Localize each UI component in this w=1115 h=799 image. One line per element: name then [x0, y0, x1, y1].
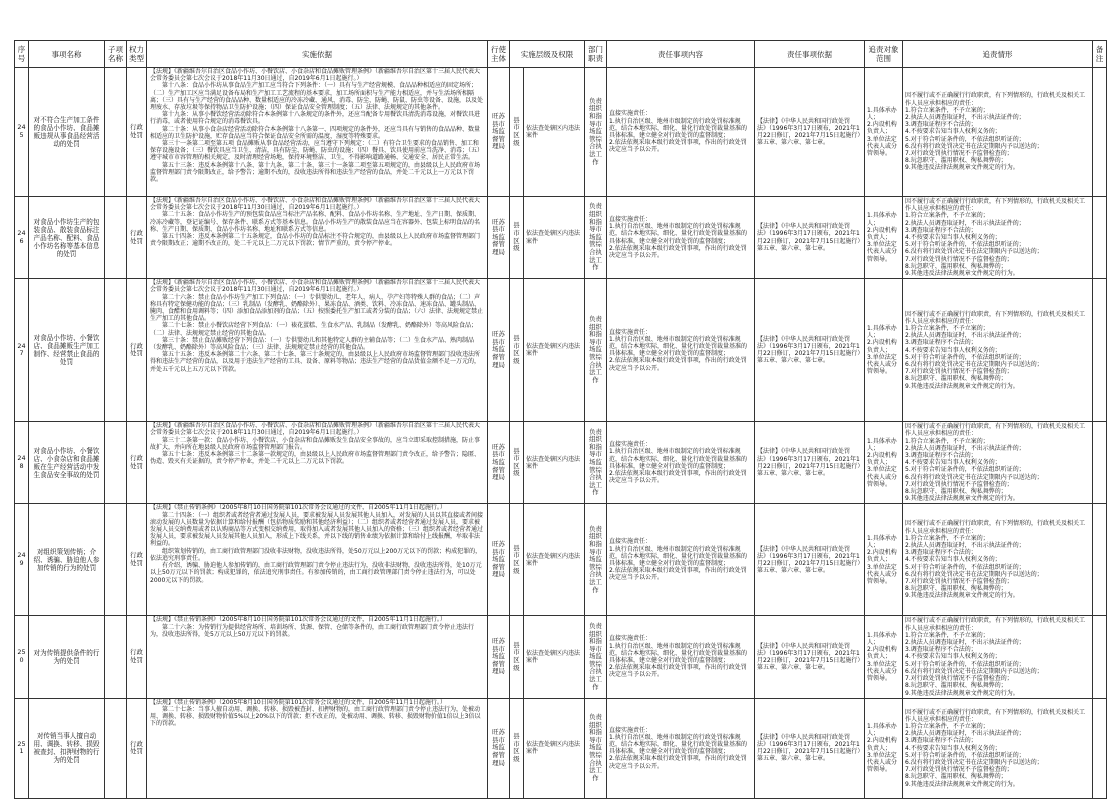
basis-paragraph: 【法规】《禁止传销条例》（2005年8月10日国务院第101次常务会议通过的文件，自2005年11月1日起施行。） — [150, 504, 446, 512]
row-cases-line: 5.对于符合听证条件的，不依法组织听证的； — [905, 135, 1025, 143]
document-page — [14, 40, 1106, 799]
basis-paragraph: 第十八条：食品小作坊从事食品生产加工应当符合下列条件：（一）具有与生产经营规模、食品品种相适应的固定场所；（二）生产加工区应当满足设备布局和生产加工工艺流程的基本要求，加工场所面积与生产能力相适应，并与生活场所相隔离；（三）具有与生产经营的食品品种、数量相适应的冷冻冷藏、通风、消毒、防尘、防蝇、防鼠、防虫等设备、设施，以及处理废水、存放垃圾等保持物品卫生防护设施；（四）保证食品安全管理制度；（五）法律、法规规定的其他条件。 — [150, 82, 484, 112]
row-cases-line: 9.其他违反法律法规规章文件规定的行为。 — [905, 780, 1019, 788]
row-cases-line: 8.玩忽职守、滥用职权、徇私舞弊的； — [905, 157, 1007, 165]
row-cases-line: 3.调查取证程序不合法的； — [905, 549, 977, 557]
row-cases-line: 1.符合立案条件，不予立案的； — [905, 437, 989, 445]
row-subject: 旺苏县市场监督管理局 — [488, 197, 510, 279]
row-item-name: 对食品小作坊、小餐饮店、食品摊贩生产加工制作、经营禁止食品的处罚 — [29, 279, 105, 422]
row-basis — [147, 616, 488, 698]
row-duty-content-line: 1.执行自治区级、地州市级制定的行政处罚标准规范，结合本地实际，细化、量化行政处罚裁量基准的具体标准，建立健全对行政处罚的监督制度； — [609, 223, 748, 245]
row-duty-basis: 【法律】《中华人民共和国行政处罚法》（1996年3月17日颁布，2021年1月22日修订，2021年7月15日起施行）第五章、第六章、第七章。 — [755, 68, 865, 197]
row-cases-line: 2.执法人员调查取证时，不出示执法证件的； — [905, 113, 1025, 121]
row-basis — [147, 197, 488, 279]
row-cases-line: 1.符合立案条件，不予立案的； — [905, 722, 989, 730]
basis-paragraph: 有介绍、诱骗、胁迫他人参加传销的，由工商行政管理部门责令停止违法行为，没收非法财物，没收违法所得，处10万元以上50万元以下的罚款；构成犯罪的，依法追究刑事责任。有参加传销的，由工商行政管理部门责令停止违法行为，可以处2000元以下的罚款。 — [150, 562, 482, 584]
row-scope — [865, 616, 903, 698]
row-duty-content-line: 2.依法依规采取本级行政处罚事项，作出的行政处罚决定应当予以公开。 — [609, 357, 747, 372]
basis-paragraph: 第二十五条：食品小作坊生产的预包装食品应当标注产品名称、配料、食品小作坊名称、生产地址、生产日期、保质期、冷冻冷藏等，登记证编号、保存条件、联系方式等基本信息。食品小作坊生产的散装食品应当在容器外、包装上标明食品的名称、生产日期、保质期、食品小作坊名称、地址和联系方式等信息。 — [150, 211, 481, 233]
row-item-name: 对传销当事人擅自动用、调换、转移、损毁被查封、扣押财物的行为的处罚 — [29, 698, 105, 798]
basis-paragraph: 【法规】《禁止传销条例》（2005年8月10日国务院第101次常务会议通过的文件，自2005年11月1日起施行。） — [150, 698, 446, 706]
row-cases-line: 8.玩忽职守、滥用职权、徇私舞弊的； — [905, 262, 1007, 270]
row-duty-content-line: 直接实施责任： — [609, 635, 652, 643]
row-cases-line: 8.玩忽职守、滥用职权、徇私舞弊的； — [905, 375, 1007, 383]
row-duty-content — [607, 504, 755, 616]
row-subject: 旺苏县市场监督管理局 — [488, 279, 510, 422]
row-cases-line: 2.执法人员调查取证时，不出示执法证件的； — [905, 219, 1025, 227]
row-note — [1093, 504, 1107, 616]
row-subject: 旺苏县市场监督管理局 — [488, 698, 510, 798]
row-scope-line: 3.单位法定代表人或分管领导。 — [867, 466, 898, 488]
row-cases-line: 9.其他违反法律法规规章文件规定的行为。 — [905, 164, 1019, 172]
header-dept: 部门职责 — [585, 41, 607, 68]
row-cases-line: 2.执法人员调查取证时，不出示执法证件的； — [905, 541, 1025, 549]
row-cases-line: 6.没有将行政处罚决定书在法定期限内予以送达的； — [905, 759, 1043, 766]
row-scope-line: 2.内设机构负责人； — [867, 737, 897, 752]
basis-paragraph: 【法规】《禁止传销条例》（2005年8月10日国务院第101次常务会议通过的文件，自2005年11月1日起施行。） — [150, 616, 446, 624]
row-item-name: 对不符合生产加工条件的食品小作坊、食品摊贩违规从事食品经营活动的处罚 — [29, 68, 105, 197]
row-power-type: 行政处罚 — [127, 616, 147, 698]
row-cases-line: 3.调查取证程序不合法的； — [905, 646, 977, 654]
row-level-v: 县市区级 — [510, 197, 524, 279]
row-seq: 251 — [15, 698, 29, 798]
row-duty-content-line: 1.执行自治区级、地州市级制定的行政处罚标准规范，结合本地实际，细化、量化行政处罚裁量基准的具体标准，建立健全对行政处罚的监督制度； — [609, 733, 748, 756]
row-duty-basis: 【法律】《中华人民共和国行政处罚法》（1996年3月17日颁布，2021年1月22日修订，2021年7月15日起施行）第五章、第六章、第七章。 — [755, 422, 865, 504]
row-cases-line: 9.其他违反法律法规规章文件规定的行为。 — [905, 270, 1019, 278]
row-duty-content — [607, 68, 755, 197]
row-sub-item — [105, 422, 127, 504]
row-cases-line: 6.没有将行政处罚决定书在法定期限内予以送达的； — [905, 361, 1043, 369]
header-sub: 子项名称 — [105, 41, 127, 68]
row-cases-line: 7.对行政处罚执行情况不予监督检查的； — [905, 766, 1013, 774]
row-cases-line: 7.对行政处罚执行情况不予监督检查的； — [905, 368, 1013, 376]
row-item-name: 对组织策划传销；介绍、诱骗、胁迫他人参加传销的行为的处罚 — [29, 504, 105, 616]
row-cases-line: 3.调查取证程序不合法的； — [905, 121, 977, 129]
row-duty-content-line: 1.执行自治区级、地州市级制定的行政处罚标准规范，结合本地实际，细化、量化行政处罚裁量基准的具体标准，建立健全对行政处罚的监督制度； — [609, 545, 748, 567]
row-duty-content-line: 直接实施责任： — [609, 538, 652, 546]
row-duty-content-line: 2.依法依规采取本级行政处罚事项，作出的行政处罚决定应当予以公开。 — [609, 755, 747, 770]
row-duty-basis: 【法律】《中华人民共和国行政处罚法》（1996年3月17日颁布，2021年1月22日修订，2021年7月15日起施行）第五章、第六章、第七章。 — [755, 279, 865, 422]
row-basis — [147, 422, 488, 504]
row-scope-line: 2.内设机构负责人； — [867, 226, 897, 242]
row-scope-line: 3.单位法定代表人或分管领导。 — [867, 660, 898, 683]
row-scope-line: 1.具体承办人； — [867, 631, 897, 647]
row-cases-line: 7.对行政处罚执行情况不予监督检查的； — [905, 577, 1013, 585]
row-level-v: 县市区级 — [510, 279, 524, 422]
row-cases-line: 4.不按要求告知当事人权利义务的； — [905, 128, 1001, 136]
row-item-name: 对为传销提供条件的行为的处罚 — [29, 616, 105, 698]
row-power-type: 行政处罚 — [127, 504, 147, 616]
table-row — [15, 68, 1107, 197]
row-sub-item — [105, 197, 127, 279]
row-scope-line: 3.单位法定代表人或分管领导。 — [867, 751, 898, 774]
basis-paragraph: 第二十六条：为传销行为提供经营场所、培训场所、货源、保管、仓储等条件的，由工商行政管理部门责令停止违法行为，没收违法所得，处5万元以上50万元以下的罚款。 — [150, 623, 475, 638]
row-duty-content-line: 直接实施责任： — [609, 110, 652, 118]
row-basis — [147, 698, 488, 798]
row-scope — [865, 279, 903, 422]
row-seq: 247 — [15, 279, 29, 422]
row-cases-line: 4.不按要求告知当事人权利义务的； — [905, 744, 1001, 752]
row-cases-line: 4.不按要求告知当事人权利义务的； — [905, 653, 1001, 661]
row-cases-line: 5.对于符合听证条件的，不依法组织听证的； — [905, 660, 1025, 668]
table-row — [15, 616, 1107, 698]
row-scope — [865, 504, 903, 616]
row-cases-line: 9.其他违反法律法规规章文件规定的行为。 — [905, 382, 1019, 390]
header-seq: 序号 — [15, 41, 29, 68]
row-scope-line: 3.单位法定代表人或分管领导。 — [867, 353, 898, 376]
row-subject: 旺苏县市场监督管理局 — [488, 422, 510, 504]
row-cases-line: 5.对于符合听证条件的，不依法组织听证的； — [905, 563, 1025, 571]
row-cases-line: 8.玩忽职守、滥用职权、徇私舞弊的； — [905, 488, 1007, 496]
row-duty-content-line: 2.依法依规采取本级行政处罚事项，作出的行政处罚决定应当予以公开。 — [609, 244, 747, 260]
row-cases-line: 2.执法人员调查取证时，不出示执法证件的； — [905, 332, 1025, 340]
row-cases-line: 因不履行或不正确履行行政职责，有下列情形的，行政机关及相关工作人员应承担相应的责任： — [905, 520, 1086, 535]
row-sub-item — [105, 504, 127, 616]
row-cases-line: 8.玩忽职守、滥用职权、徇私舞弊的； — [905, 585, 1007, 593]
row-cases-line: 6.没有将行政处罚决定书在法定期限内予以送达的； — [905, 667, 1043, 675]
row-basis — [147, 279, 488, 422]
row-duty-content-line: 2.依法依规采取本级行政处罚事项，作出的行政处罚决定应当予以公开。 — [609, 470, 747, 485]
row-level: 依法查处辖区内违法案件 — [524, 68, 585, 197]
row-seq: 246 — [15, 197, 29, 279]
row-duty-content-line: 直接实施责任： — [609, 328, 652, 336]
row-duty-basis: 【法律】《中华人民共和国行政处罚法》（1996年3月17日颁布，2021年1月22日修订，2021年7月15日起施行）第五章、第六章、第七章。 — [755, 504, 865, 616]
row-scope-line: 1.具体承办人； — [867, 325, 897, 340]
basis-paragraph: 第二十七条：当事人擅自动用、调换、转移、损毁被查封、扣押财物的，由工商行政管理部门责令停止违法行为，处被动用、调换、转移、损毁财物价值5%以上20%以下的罚款；拒不改正的，处被动用、调换、转移、损毁财物价值1倍以上3倍以下的罚款。 — [150, 705, 481, 728]
row-cases-line: 4.不按要求告知当事人权利义务的； — [905, 459, 1001, 467]
row-duty-content — [607, 279, 755, 422]
row-duty-content-line: 直接实施责任： — [609, 441, 652, 449]
row-cases — [903, 422, 1093, 504]
header-subject: 行使主体 — [488, 41, 510, 68]
row-power-type: 行政处罚 — [127, 197, 147, 279]
row-scope-line: 2.内设机构负责人； — [867, 452, 897, 467]
table-row — [15, 279, 1107, 422]
row-scope-line: 3.单位法定代表人或分管领导。 — [867, 135, 898, 157]
row-cases-line: 6.没有将行政处罚决定书在法定期限内予以送达的； — [905, 142, 1043, 150]
row-note — [1093, 68, 1107, 197]
row-cases-line: 7.对行政处罚执行情况不予监督检查的； — [905, 480, 1013, 488]
row-cases-line: 4.不按要求告知当事人权利义务的； — [905, 234, 1001, 242]
row-cases-line: 3.调查取证程序不合法的； — [905, 339, 977, 347]
basis-paragraph: 第三十条：禁止食品摊贩经营下列食品：（一）专供婴幼儿和其他特定人群的主辅食品等；（二）生食水产品、熟肉制品（发酵乳、奶酪除外）等高风险食品；（三）法律、法规规定禁止经营的其他食品。 — [150, 336, 475, 352]
header-duty-basis: 责任事项依据 — [755, 41, 865, 68]
row-duty-content-line: 1.执行自治区级、地州市级制定的行政处罚标准规范，结合本地实际，细化、量化行政处罚裁量基准的具体标准，建立健全对行政处罚的监督制度； — [609, 335, 748, 358]
row-note — [1093, 279, 1107, 422]
basis-paragraph: 第二十四条：（一）组织者或者经营者通过发展人员，要求被发展人员发展其他人员加入，对发展的人员以其直接或者间接滚动发展的人员数量为依据计算和给付报酬（包括物质奖励和其他经济利益）；（二）组织者或者经营者通过发展人员，要求被发展人员交纳费用或者以认购商品等方式变相交纳费用，取得加入或者发展其他人员加入的资格；（三）组织者或者经营者通过发展人员，要求被发展人员发展其他人员加入，形成上下线关系，并以下线的销售业绩为依据计算和给付上线报酬，牟取非法利益的。 — [150, 511, 484, 548]
row-cases-line: 3.调查取证程序不合法的； — [905, 452, 977, 460]
table-row — [15, 197, 1107, 279]
row-duty-content-line: 2.依法依规采取本级行政处罚事项，作出的行政处罚决定应当予以公开。 — [609, 664, 747, 679]
row-power-type: 行政处罚 — [127, 279, 147, 422]
row-duty-content-line: 1.执行自治区级、地州市级制定的行政处罚标准规范，结合本地实际，细化、量化行政处罚裁量基准的具体标准，建立健全对行政处罚的监督制度； — [609, 448, 748, 470]
basis-paragraph: 第五十三条：违反本条例第十八条、第十九条、第二十条、第三十一条第二项至第五项规定的，由县级以上人民政府市场监督管理部门责令限期改正，给予警告；逾期不改的，没收违法所得和违法生产经营的食品，并处二千元以上一万元以下罚款。 — [150, 161, 481, 184]
row-duty-content-line: 直接实施责任： — [609, 726, 652, 734]
row-subject: 旺苏县市场监督管理局 — [488, 504, 510, 616]
row-cases — [903, 616, 1093, 698]
row-basis — [147, 504, 488, 616]
row-cases-line: 因不履行或不正确履行行政职责，有下列情形的，行政机关及相关工作人员应承担相应的责任： — [905, 708, 1086, 723]
row-seq: 250 — [15, 616, 29, 698]
row-cases-line: 2.执法人员调查取证时，不出示执法证件的； — [905, 730, 1025, 738]
row-level: 依法查处辖区内违法案件 — [524, 616, 585, 698]
row-cases-line: 因不履行或不正确履行行政职责，有下列情形的，行政机关及相关工作人员应承担相应的责任： — [905, 92, 1086, 107]
row-scope-line: 3.单位法定代表人或分管领导。 — [867, 241, 898, 263]
row-cases-line: 2.执法人员调查取证时，不出示执法证件的； — [905, 639, 1025, 647]
row-duty-content — [607, 698, 755, 798]
table-row — [15, 504, 1107, 616]
row-note — [1093, 197, 1107, 279]
row-cases — [903, 698, 1093, 798]
basis-paragraph: 第五十五条：违反本条例第二十六条、第二十七条、第三十条规定的，由县级以上人民政府市场监督管理部门没收违法所得和违法生产经营的食品，以及用于违法生产经营的工具、设备、原料等物品；违法生产经营的食品货值金额不足一万元的，并处五千元以上五万元以下罚款。 — [150, 351, 481, 373]
row-cases-line: 4.不按要求告知当事人权利义务的； — [905, 346, 1001, 354]
row-scope-line: 1.具体承办人； — [867, 722, 897, 738]
row-scope — [865, 197, 903, 279]
row-cases-line: 8.玩忽职守、滥用职权、徇私舞弊的； — [905, 682, 1007, 690]
basis-paragraph: 第二十条：从事小食杂店经营活动除符合本条例第十八条第一、四项规定的条件外，还应当具有与销售的食品品种、数量相适应的卫生防护设施，贮存食品应当符合保证食品安全所需的温度、湿度等特殊要求。 — [150, 125, 481, 140]
row-scope — [865, 68, 903, 197]
row-sub-item — [105, 68, 127, 197]
basis-paragraph: 第五十七条：违反本条例第三十二条第一款规定的，由县级以上人民政府市场监督管理部门责令改正，给予警告；隐匿、伪造、毁灭有关证据的，责令停产停业，并处二千元以上二万元以下罚款。 — [150, 451, 481, 466]
basis-paragraph: 第三十一条第二项至第五项 食品摊贩从事食品经营活动，应当遵守下列规定：（二）有符合卫生要求的食品销售、加工和保存设施设备；（三）餐饮具应当卫生、清洁，具有防尘、防蝇、防虫的设施；（四）餐具、饮具使用前应当洗净、消毒；（五）遵守城市市容管理的相关规定，及时清理经营场地，保持环境整洁、卫生，不得影响道路通畅、交通安全、居民正常生活。 — [150, 140, 484, 162]
row-level-v: 县市区级 — [510, 68, 524, 197]
row-item-name: 对食品小作坊生产的包装食品、散装食品标注产品名称、配料、食品小作坊名称等基本信息的处罚 — [29, 197, 105, 279]
row-power-type: 行政处罚 — [127, 698, 147, 798]
row-cases-line: 2.执法人员调查取证时，不出示执法证件的； — [905, 444, 1025, 452]
table-row — [15, 698, 1107, 798]
row-sub-item — [105, 698, 127, 798]
row-seq: 248 — [15, 422, 29, 504]
row-note — [1093, 698, 1107, 798]
table-row — [15, 422, 1107, 504]
header-power-type: 权力类型 — [127, 41, 147, 68]
header-level: 实施层级及权限 — [510, 41, 585, 68]
row-cases-line: 3.调查取证程序不合法的； — [905, 737, 977, 745]
row-subject: 旺苏县市场监督管理局 — [488, 616, 510, 698]
row-dept: 负责组织和指导市场监管综合执法工作 — [585, 698, 607, 798]
header-basis: 实施依据 — [147, 41, 488, 68]
row-dept: 负责组织和指导市场监管综合执法工作 — [585, 279, 607, 422]
row-note — [1093, 422, 1107, 504]
header-name: 事项名称 — [29, 41, 105, 68]
row-cases-line: 1.符合立案条件，不予立案的； — [905, 631, 989, 639]
row-scope-line: 2.内设机构负责人； — [867, 339, 897, 354]
row-cases-line: 4.不按要求告知当事人权利义务的； — [905, 556, 1001, 564]
header-cases: 追责情形 — [903, 41, 1093, 68]
basis-paragraph: 第五十四条：违反本条例第二十五条规定，食品小作坊的食品标注不符合规定的，由县级以上人民政府市场监督管理部门责令限期改正；逾期不改正的，处二千元以上二万元以下罚款；情节严重的，责令停产停业。 — [150, 233, 481, 248]
header-duty-content: 责任事项内容 — [607, 41, 755, 68]
row-power-type: 行政处罚 — [127, 422, 147, 504]
row-cases-line: 6.没有将行政处罚决定书在法定期限内予以送达的； — [905, 248, 1043, 256]
basis-paragraph: 【法规】《新疆维吾尔自治区食品小作坊、小餐饮店、小食杂店和食品摊贩管理条例》（新疆维吾尔自治区第十三届人民代表大会常务委员会第七次会议于2018年11月30日通过，自2019年6月1日起施行。） — [150, 422, 481, 437]
row-cases-line: 5.对于符合听证条件的，不依法组织听证的； — [905, 751, 1025, 759]
row-level: 依法查处辖区内违法案件 — [524, 422, 585, 504]
row-duty-content-line: 1.执行自治区级、地州市级制定的行政处罚标准规范，结合本地实际，细化、量化行政处罚裁量基准的具体标准，建立健全对行政处罚的监督制度； — [609, 642, 748, 665]
row-scope-line: 2.内设机构负责人； — [867, 121, 897, 136]
row-seq: 245 — [15, 68, 29, 197]
row-level-v: 县市区级 — [510, 698, 524, 798]
row-scope-line: 2.内设机构负责人； — [867, 549, 897, 564]
row-level: 依法查处辖区内违法案件 — [524, 698, 585, 798]
row-dept: 负责组织和指导市场监管综合执法工作 — [585, 68, 607, 197]
row-duty-content-line: 直接实施责任： — [609, 216, 652, 223]
row-duty-basis: 【法律】《中华人民共和国行政处罚法》（1996年3月17日颁布，2021年1月22日修订，2021年7月15日起施行）第五章、第六章、第七章。 — [755, 616, 865, 698]
basis-paragraph: 【法规】《新疆维吾尔自治区食品小作坊、小餐饮店、小食杂店和食品摊贩管理条例》（新疆维吾尔自治区第十三届人民代表大会常务委员会第七次会议于2018年11月30日通过，自2019年6月1日起施行。） — [150, 68, 481, 83]
row-cases-line: 9.其他违反法律法规规章文件规定的行为。 — [905, 689, 1019, 697]
row-cases — [903, 504, 1093, 616]
row-cases-line: 7.对行政处罚执行情况不予监督检查的； — [905, 150, 1013, 157]
row-sub-item — [105, 279, 127, 422]
row-seq: 249 — [15, 504, 29, 616]
row-duty-content — [607, 616, 755, 698]
row-cases — [903, 279, 1093, 422]
basis-paragraph: 【法规】《新疆维吾尔自治区食品小作坊、小餐饮店、小食杂店和食品摊贩管理条例》（新疆维吾尔自治区第十三届人民代表大会常务委员会第七次会议于2018年11月30日通过，自2019年6月1日起施行。） — [150, 197, 481, 212]
row-cases-line: 9.其他违反法律法规规章文件规定的行为。 — [905, 592, 1019, 600]
row-basis — [147, 68, 488, 197]
row-duty-basis: 【法律】《中华人民共和国行政处罚法》（1996年3月17日颁布，2021年1月22日修订，2021年7月15日起施行）第五章、第六章、第七章。 — [755, 197, 865, 279]
row-cases-line: 8.玩忽职守、滥用职权、徇私舞弊的； — [905, 773, 1007, 781]
row-sub-item — [105, 616, 127, 698]
row-cases-line: 6.没有将行政处罚决定书在法定期限内予以送达的； — [905, 570, 1043, 578]
row-level: 依法查处辖区内违法案件 — [524, 279, 585, 422]
row-cases-line: 1.符合立案条件，不予立案的； — [905, 325, 989, 333]
row-level-v: 县市区级 — [510, 504, 524, 616]
row-level: 依法查处辖区内违法案件 — [524, 197, 585, 279]
row-cases-line: 1.符合立案条件，不予立案的； — [905, 212, 989, 220]
row-scope-line: 3.单位法定代表人或分管领导。 — [867, 563, 898, 585]
row-duty-content — [607, 422, 755, 504]
row-cases-line: 6.没有将行政处罚决定书在法定期限内予以送达的； — [905, 473, 1043, 481]
row-cases-line: 因不履行或不正确履行行政职责，有下列情形的，行政机关及相关工作人员应承担相应的责任： — [905, 310, 1086, 325]
row-cases-line: 5.对于符合听证条件的，不依法组织听证的； — [905, 353, 1025, 361]
row-power-type: 行政处罚 — [127, 68, 147, 197]
row-duty-basis: 【法律】《中华人民共和国行政处罚法》（1996年3月17日颁布，2021年1月22日修订，2021年7月15日起施行）第五章、第六章、第七章。 — [755, 698, 865, 798]
row-level-v: 县市区级 — [510, 422, 524, 504]
header-row — [15, 41, 1107, 68]
row-cases — [903, 68, 1093, 197]
row-cases-line: 1.符合立案条件，不予立案的； — [905, 106, 989, 114]
power-list-table — [14, 40, 1107, 799]
row-cases-line: 5.对于符合听证条件的，不依法组织听证的； — [905, 241, 1025, 249]
row-level-v: 县市区级 — [510, 616, 524, 698]
row-scope-line: 1.具体承办人； — [867, 437, 897, 452]
row-cases-line: 3.调查取证程序不合法的； — [905, 226, 977, 234]
basis-paragraph: 【法规】《新疆维吾尔自治区食品小作坊、小餐饮店、小食杂店和食品摊贩管理条例》（新疆维吾尔自治区第十三届人民代表大会常务委员会第七次会议于2018年11月30日通过，自2019年6月1日起施行。） — [150, 279, 481, 294]
row-scope-line: 1.具体承办人； — [867, 106, 897, 121]
row-cases-line: 因不履行或不正确履行行政职责，有下列情形的，行政机关及相关工作人员应承担相应的责任： — [905, 617, 1086, 632]
row-duty-content — [607, 197, 755, 279]
row-cases-line: 因不履行或不正确履行行政职责，有下列情形的，行政机关及相关工作人员应承担相应的责任： — [905, 198, 1086, 213]
row-duty-content-line: 1.执行自治区级、地州市级制定的行政处罚标准规范，结合本地实际，细化、量化行政处罚裁量基准的具体标准，建立健全对行政处罚的监督制度； — [609, 117, 748, 139]
row-dept: 负责组织和指导市场监管综合执法工作 — [585, 616, 607, 698]
row-level: 依法查处辖区内违法案件 — [524, 504, 585, 616]
row-subject: 旺苏县市场监督管理局 — [488, 68, 510, 197]
row-scope-line: 2.内设机构负责人； — [867, 646, 897, 661]
row-duty-content-line: 2.依法依规采取本级行政处罚事项，作出的行政处罚决定应当予以公开。 — [609, 139, 747, 154]
row-cases-line: 7.对行政处罚执行情况不予监督检查的； — [905, 675, 1013, 683]
row-item-name: 对食品小作坊、小餐饮店、小食杂店和食品摊贩在生产经营活动中发生食品安全事故的处罚 — [29, 422, 105, 504]
header-scope: 追责对象范围 — [865, 41, 903, 68]
basis-paragraph: 组织策划传销的，由工商行政管理部门没收非法财物，没收违法所得，处50万元以上200万元以下的罚款；构成犯罪的，依法追究刑事责任。 — [150, 547, 482, 562]
row-dept: 负责组织和指导市场监管综合执法工作 — [585, 197, 607, 279]
row-cases — [903, 197, 1093, 279]
header-note: 备注 — [1093, 41, 1107, 68]
row-scope-line: 1.具体承办人； — [867, 534, 897, 549]
row-scope — [865, 422, 903, 504]
row-scope — [865, 698, 903, 798]
row-note — [1093, 616, 1107, 698]
row-dept: 负责组织和指导市场监管综合执法工作 — [585, 422, 607, 504]
basis-paragraph: 第十九条：从事小餐饮经营活动除符合本条例第十八条规定的条件外，还应当配备专用餐饮具清洗消毒设施，对餐饮具进行消毒，或者使用符合规定的消毒餐饮具。 — [150, 111, 481, 126]
basis-paragraph: 第三十二条第一款：食品小作坊、小餐饮店、小食杂店和食品摊贩发生食品安全事故的，应当立即采取控制措施，防止事故扩大，并向所在地县级人民政府市场监督管理部门报告。 — [150, 436, 481, 451]
row-cases-line: 9.其他违反法律法规规章文件规定的行为。 — [905, 495, 1019, 503]
row-cases-line: 因不履行或不正确履行行政职责，有下列情形的，行政机关及相关工作人员应承担相应的责任： — [905, 423, 1086, 438]
row-cases-line: 5.对于符合听证条件的，不依法组织听证的； — [905, 466, 1025, 474]
row-duty-content-line: 2.依法依规采取本级行政处罚事项，作出的行政处罚决定应当予以公开。 — [609, 567, 747, 582]
row-scope-line: 1.具体承办人； — [867, 212, 897, 227]
row-dept: 负责组织和指导市场监管综合执法工作 — [585, 504, 607, 616]
basis-paragraph: 第二十六条：禁止食品小作坊生产加工下列食品：（一）专供婴幼儿、老年人、病人、孕产妇等特殊人群的食品；（二）声称具有特定保健功能的食品；（三）乳制品（发酵乳、奶酪除外）、果冻食品、酒类、饮料、冷冻食品、速冻食品、罐头制品、腌肉、食醋和食用调料等；（四）添加食品添加剂的食品；（五）按照委托生产加工或者分装的食品；（六）法律、法规规定禁止生产加工的其他食品。 — [150, 293, 484, 323]
row-cases-line: 1.符合立案条件，不予立案的； — [905, 534, 989, 542]
basis-paragraph: 第二十七条：禁止小餐饮店经营下列食品：（一）裱花蛋糕、生食水产品、乳制品（发酵乳、奶酪除外）等高风险食品；（二）法律、法规规定禁止经营的其他食品。 — [150, 322, 478, 337]
row-cases-line: 7.对行政处罚执行情况不予监督检查的； — [905, 255, 1013, 263]
